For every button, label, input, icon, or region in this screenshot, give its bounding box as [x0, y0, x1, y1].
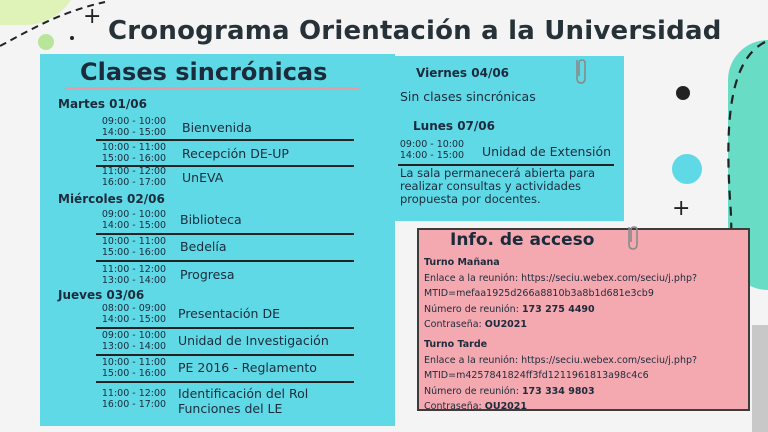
green-dot	[38, 34, 54, 50]
session-time: 09:00 - 10:00 14:00 - 15:00	[101, 116, 167, 138]
plus-icon-right: +	[672, 196, 691, 221]
cyan-dot	[672, 154, 702, 184]
afternoon-number: Número de reunión: 173 334 9803	[424, 385, 595, 397]
session-time: 10:00 - 11:00 15:00 - 16:00	[101, 236, 167, 258]
afternoon-link-cont[interactable]: MTID=m4257841824ff3fd1211961813a98c4c6	[424, 370, 649, 381]
session-time: 09:00 - 10:00 14:00 - 15:00	[399, 139, 465, 161]
afternoon-link-label[interactable]: Enlace a la reunión: https://seciu.webex.com/seciu/j.php?	[424, 354, 698, 366]
divider	[96, 260, 354, 262]
divider	[96, 381, 354, 383]
session-label: Unidad de Investigación	[178, 333, 329, 348]
page-title: Cronograma Orientación a la Universidad	[108, 16, 722, 46]
afternoon-block	[424, 337, 697, 415]
divider	[96, 233, 354, 235]
divider	[96, 139, 354, 141]
session-time: 11:00 - 12:00 16:00 - 17:00	[101, 388, 167, 410]
session-label: Bienvenida	[182, 120, 252, 135]
session-label: PE 2016 - Reglamento	[178, 360, 317, 375]
session-time: 08:00 - 09:00 14:00 - 15:00	[101, 303, 167, 325]
day-label-wednesday: Miércoles 02/06	[58, 192, 165, 206]
session-label: Recepción DE-UP	[182, 146, 289, 161]
divider	[96, 354, 354, 356]
plus-icon: +	[83, 4, 102, 29]
morning-link-label[interactable]: Enlace a la reunión: https://seciu.webex.com/seciu/j.php?	[424, 272, 698, 284]
friday-note: Sin clases sincrónicas	[400, 89, 536, 104]
morning-link-cont[interactable]: MTID=mefaa1925d266a8810b3a8b1d681e3cb9	[424, 288, 654, 299]
room-note: La sala permanecerá abierta para realizar consultas y actividades propuesta por docentes.	[400, 166, 596, 206]
morning-number: Número de reunión: 173 275 4490	[424, 303, 595, 315]
afternoon-heading: Turno Tarde	[424, 339, 488, 350]
paperclip-icon	[571, 56, 591, 86]
title-underline	[65, 87, 360, 90]
session-time: 10:00 - 11:00 15:00 - 16:00	[101, 142, 167, 164]
session-label: Progresa	[180, 267, 235, 282]
paperclip-icon	[624, 224, 642, 252]
day-label-monday: Lunes 07/06	[413, 119, 495, 133]
grey-block	[752, 325, 768, 432]
morning-heading: Turno Mañana	[424, 257, 500, 268]
session-label: Presentación DE	[178, 306, 280, 321]
day-label-thursday: Jueves 03/06	[58, 288, 145, 302]
session-time: 10:00 - 11:00 15:00 - 16:00	[101, 357, 167, 379]
session-time: 09:00 - 10:00 14:00 - 15:00	[101, 209, 167, 231]
session-time: 11:00 - 12:00 16:00 - 17:00	[101, 166, 167, 188]
afternoon-password: Contraseña: OU2021	[424, 401, 528, 412]
session-label: Biblioteca	[180, 212, 242, 227]
session-label: UnEVA	[182, 170, 224, 185]
session-label: Bedelía	[180, 239, 227, 254]
black-dot	[676, 86, 690, 100]
morning-block	[424, 255, 697, 333]
session-time: 11:00 - 12:00 13:00 - 14:00	[101, 264, 167, 286]
section-title: Clases sincrónicas	[80, 58, 328, 86]
morning-password: Contraseña: OU2021	[424, 319, 528, 330]
session-label: Unidad de Extensión	[482, 144, 612, 159]
session-time: 09:00 - 10:00 13:00 - 14:00	[101, 330, 167, 352]
small-dot	[70, 36, 74, 40]
day-label-friday: Viernes 04/06	[416, 66, 510, 80]
divider	[96, 327, 354, 329]
session-label: Identificación del Rol Funciones del LE	[178, 386, 309, 416]
access-info-title: Info. de acceso	[450, 230, 595, 250]
day-label-tuesday: Martes 01/06	[58, 97, 147, 111]
